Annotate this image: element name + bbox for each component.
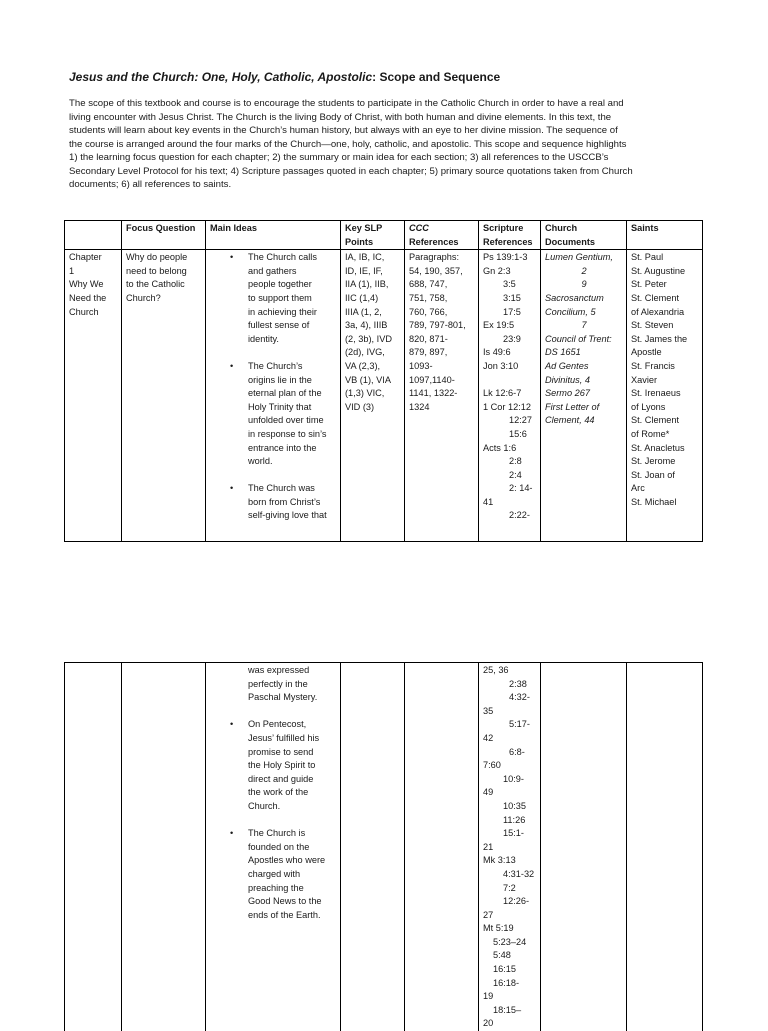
scripture-line: 27 — [483, 909, 537, 923]
main-idea-line: The Church is — [248, 827, 337, 841]
document-line: Clement, 44 — [545, 414, 623, 428]
scripture-line: 5:48 — [483, 949, 537, 963]
scripture-line: 3:15 — [483, 292, 537, 306]
scripture-line: 5:23–24 — [483, 936, 537, 950]
saint-name: St. Steven — [631, 319, 699, 333]
scripture-references-cell — [479, 250, 541, 542]
table-row — [65, 250, 703, 542]
scripture-line: 49 — [483, 786, 537, 800]
main-ideas-cell — [206, 663, 341, 1031]
document-line: 9 — [545, 278, 623, 292]
saint-name: of Rome* — [631, 428, 699, 442]
scripture-line: 2:38 — [483, 678, 537, 692]
slp-line: IA, IB, IC, — [345, 251, 401, 265]
list-item — [210, 718, 337, 813]
saint-name: St. Joan of — [631, 469, 699, 483]
scripture-line: 2:8 — [483, 455, 537, 469]
chapter-cell — [65, 250, 122, 542]
bullet-icon: • — [230, 251, 233, 265]
scripture-line: 23:9 — [483, 333, 537, 347]
scripture-line: 17:5 — [483, 306, 537, 320]
intro-line: the course is arranged around the four marks of the Church—one, holy, catholic, and apostolic. This scope and sequence highlights — [69, 138, 714, 152]
scripture-line: 19 — [483, 990, 537, 1004]
header-saints: Saints — [627, 221, 703, 250]
main-idea-line: Paschal Mystery. — [248, 691, 337, 705]
header-slp-line: Points — [345, 236, 401, 250]
scripture-line: 3:5 — [483, 278, 537, 292]
title-rest: : Scope and Sequence — [372, 70, 500, 84]
main-idea-line: the Holy Spirit to — [248, 759, 337, 773]
scripture-line: 12:27 — [483, 414, 537, 428]
focus-line: need to belong — [126, 265, 202, 279]
main-idea-line: in achieving their — [248, 306, 337, 320]
main-idea-line: identity. — [248, 333, 337, 347]
scripture-line: 16:15 — [483, 963, 537, 977]
scripture-line: 15:1- — [483, 827, 537, 841]
intro-line: The scope of this textbook and course is to encourage the students to participate in the Catholic Church in order to have a real and — [69, 97, 714, 111]
scripture-line: 5:17- — [483, 718, 537, 732]
church-documents-cell — [541, 663, 627, 1031]
saint-name: St. Irenaeus — [631, 387, 699, 401]
header-main-ideas: Main Ideas — [206, 221, 341, 250]
bullet-icon: • — [230, 360, 233, 374]
main-idea-line: entrance into the — [248, 442, 337, 456]
intro-paragraph — [69, 97, 714, 192]
saint-name: of Alexandria — [631, 306, 699, 320]
document-line: 7 — [545, 319, 623, 333]
scripture-line: Gn 2:3 — [483, 265, 537, 279]
intro-line: living encounter with Jesus Christ. The Church is the living Body of Christ, with both human and divine elements. In this text, the — [69, 111, 714, 125]
scripture-line: 10:35 — [483, 800, 537, 814]
ccc-line: 760, 766, — [409, 306, 475, 320]
scripture-line: 7:60 — [483, 759, 537, 773]
header-docs — [541, 221, 627, 250]
main-idea-line: in response to sin’s — [248, 428, 337, 442]
slp-line: (2, 3b), IVD — [345, 333, 401, 347]
saints-cell — [627, 663, 703, 1031]
chapter-line: 1 — [69, 265, 118, 279]
document-line: Sermo 267 — [545, 387, 623, 401]
scripture-line: Mt 5:19 — [483, 922, 537, 936]
scripture-line — [483, 374, 537, 388]
main-idea-line: Jesus’ fulfilled his — [248, 732, 337, 746]
ccc-line: 1097,1140- — [409, 374, 475, 388]
document-title — [69, 70, 500, 84]
document-line: Ad Gentes — [545, 360, 623, 374]
saint-name: St. James the — [631, 333, 699, 347]
scripture-line: 35 — [483, 705, 537, 719]
ccc-line: 1324 — [409, 401, 475, 415]
scripture-line: 15:6 — [483, 428, 537, 442]
header-scripture-line: Scripture — [483, 222, 537, 236]
saint-name: St. Clement — [631, 292, 699, 306]
main-ideas-list — [210, 664, 337, 922]
scripture-line: 4:31-32 — [483, 868, 537, 882]
main-idea-line: The Church’s — [248, 360, 337, 374]
main-idea-line: the work of the — [248, 786, 337, 800]
ccc-line: 1141, 1322- — [409, 387, 475, 401]
main-idea-line: perfectly in the — [248, 678, 337, 692]
document-line: Sacrosanctum — [545, 292, 623, 306]
ccc-line: 789, 797-801, — [409, 319, 475, 333]
scripture-line: 16:18- — [483, 977, 537, 991]
main-idea-line: The Church was — [248, 482, 337, 496]
header-row — [65, 221, 703, 250]
scripture-line: Acts 1:6 — [483, 442, 537, 456]
main-idea-line: direct and guide — [248, 773, 337, 787]
saint-name: Xavier — [631, 374, 699, 388]
main-idea-line: ends of the Earth. — [248, 909, 337, 923]
scripture-line: 12:26- — [483, 895, 537, 909]
main-idea-line: born from Christ’s — [248, 496, 337, 510]
scripture-line: Jon 3:10 — [483, 360, 537, 374]
scope-table-page1 — [64, 220, 703, 542]
scripture-line: 41 — [483, 496, 537, 510]
scripture-line: Lk 12:6-7 — [483, 387, 537, 401]
scripture-line: 1 Cor 12:12 — [483, 401, 537, 415]
main-idea-line: fullest sense of — [248, 319, 337, 333]
header-chapter — [65, 221, 122, 250]
scripture-line: 4:32- — [483, 691, 537, 705]
main-idea-line: Church. — [248, 800, 337, 814]
scripture-line: 10:9- — [483, 773, 537, 787]
main-idea-line: Apostles who were — [248, 854, 337, 868]
ccc-line: 751, 758, — [409, 292, 475, 306]
header-focus: Focus Question — [122, 221, 206, 250]
bullet-icon: • — [230, 718, 233, 732]
main-idea-line: founded on the — [248, 841, 337, 855]
list-item — [210, 664, 337, 705]
saint-name: Apostle — [631, 346, 699, 360]
header-scripture-line: References — [483, 236, 537, 250]
chapter-line: Chapter — [69, 251, 118, 265]
intro-line: 1) the learning focus question for each chapter; 2) the summary or main idea for each section; 3) all references to the USCCB’s — [69, 151, 714, 165]
chapter-line: Church — [69, 306, 118, 320]
list-item — [210, 482, 337, 523]
church-documents-cell — [541, 250, 627, 542]
ccc-line: 820, 871- — [409, 333, 475, 347]
saint-name: St. Jerome — [631, 455, 699, 469]
slp-line: IIA (1), IIB, — [345, 278, 401, 292]
focus-question-cell — [122, 663, 206, 1031]
header-slp — [341, 221, 405, 250]
saint-name: St. Clement — [631, 414, 699, 428]
slp-line: ID, IE, IF, — [345, 265, 401, 279]
slp-line: VID (3) — [345, 401, 401, 415]
intro-line: documents; 6) all references to saints. — [69, 178, 714, 192]
intro-line: Secondary Level Protocol for his text; 4) Scripture passages quoted in each chapter; 5) primary source quotations taken from Church — [69, 165, 714, 179]
slp-line: (2d), IVG, — [345, 346, 401, 360]
main-idea-line: unfolded over time — [248, 414, 337, 428]
scope-table-page2 — [64, 662, 703, 1031]
focus-line: Church? — [126, 292, 202, 306]
scripture-line: 18:15– — [483, 1004, 537, 1018]
ccc-line: 688, 747, — [409, 278, 475, 292]
document-line: Divinitus, 4 — [545, 374, 623, 388]
saint-name: St. Peter — [631, 278, 699, 292]
scripture-line: 2: 14- — [483, 482, 537, 496]
header-docs-line: Church — [545, 222, 623, 236]
slp-line: IIIA (1, 2, — [345, 306, 401, 320]
chapter-line: Why We — [69, 278, 118, 292]
slp-line: IIC (1,4) — [345, 292, 401, 306]
slp-line: VB (1), VIA — [345, 374, 401, 388]
main-idea-line: preaching the — [248, 882, 337, 896]
header-ccc-line: References — [409, 236, 475, 250]
focus-question-cell — [122, 250, 206, 542]
main-ideas-list — [210, 251, 337, 523]
scripture-line: 21 — [483, 841, 537, 855]
saint-name: St. Anacletus — [631, 442, 699, 456]
scripture-line: Mk 3:13 — [483, 854, 537, 868]
slp-points-cell — [341, 250, 405, 542]
slp-line: 3a, 4), IIIB — [345, 319, 401, 333]
main-idea-line: On Pentecost, — [248, 718, 337, 732]
main-idea-line: charged with — [248, 868, 337, 882]
header-ccc — [405, 221, 479, 250]
ccc-line: 879, 897, — [409, 346, 475, 360]
scripture-line: Ex 19:5 — [483, 319, 537, 333]
ccc-references-cell — [405, 250, 479, 542]
chapter-cell — [65, 663, 122, 1031]
main-idea-line: people together — [248, 278, 337, 292]
saint-name: of Lyons — [631, 401, 699, 415]
main-idea-line: to support them — [248, 292, 337, 306]
scripture-line: 25, 36 — [483, 664, 537, 678]
main-idea-line: eternal plan of the — [248, 387, 337, 401]
slp-line: (1,3) VIC, — [345, 387, 401, 401]
scripture-line: Ps 139:1-3 — [483, 251, 537, 265]
intro-line: students will learn about key events in the Church’s human history, but always with an eye to her divine mission. The sequence of — [69, 124, 714, 138]
saint-name: Arc — [631, 482, 699, 496]
document-line: First Letter of — [545, 401, 623, 415]
main-idea-line: self-giving love that — [248, 509, 337, 523]
saint-name: St. Michael — [631, 496, 699, 510]
ccc-line: Paragraphs: — [409, 251, 475, 265]
scripture-line: 7:2 — [483, 882, 537, 896]
ccc-line: 1093- — [409, 360, 475, 374]
header-docs-line: Documents — [545, 236, 623, 250]
ccc-references-cell — [405, 663, 479, 1031]
bullet-icon: • — [230, 482, 233, 496]
title-italic: Jesus and the Church: One, Holy, Catholic, Apostolic — [69, 70, 372, 84]
document-line: Council of Trent: — [545, 333, 623, 347]
main-idea-line: was expressed — [248, 664, 337, 678]
table-row — [65, 663, 703, 1031]
document-line: Concilium, 5 — [545, 306, 623, 320]
list-item — [210, 827, 337, 922]
scripture-line: Is 49:6 — [483, 346, 537, 360]
saint-name: St. Augustine — [631, 265, 699, 279]
scripture-line: 2:4 — [483, 469, 537, 483]
scripture-line: 42 — [483, 732, 537, 746]
main-idea-line: origins lie in the — [248, 374, 337, 388]
ccc-line: 54, 190, 357, — [409, 265, 475, 279]
list-item — [210, 360, 337, 469]
saint-name: St. Francis — [631, 360, 699, 374]
list-item — [210, 251, 337, 346]
main-idea-line: Good News to the — [248, 895, 337, 909]
slp-line: VA (2,3), — [345, 360, 401, 374]
scripture-line: 2:22- — [483, 509, 537, 523]
focus-line: Why do people — [126, 251, 202, 265]
bullet-icon: • — [230, 827, 233, 841]
header-slp-line: Key SLP — [345, 222, 401, 236]
main-idea-line: Holy Trinity that — [248, 401, 337, 415]
scripture-line: 20 — [483, 1017, 537, 1031]
header-scripture — [479, 221, 541, 250]
saint-name: St. Paul — [631, 251, 699, 265]
scripture-line: 6:8- — [483, 746, 537, 760]
document-line: Lumen Gentium, — [545, 251, 623, 265]
document-line: 2 — [545, 265, 623, 279]
main-ideas-cell — [206, 250, 341, 542]
main-idea-line: and gathers — [248, 265, 337, 279]
main-idea-line: world. — [248, 455, 337, 469]
document-line: DS 1651 — [545, 346, 623, 360]
slp-points-cell — [341, 663, 405, 1031]
main-idea-line: promise to send — [248, 746, 337, 760]
header-ccc-line: CCC — [409, 222, 475, 236]
main-idea-line: The Church calls — [248, 251, 337, 265]
scripture-line: 11:26 — [483, 814, 537, 828]
scripture-references-cell — [479, 663, 541, 1031]
focus-line: to the Catholic — [126, 278, 202, 292]
saints-cell — [627, 250, 703, 542]
chapter-line: Need the — [69, 292, 118, 306]
